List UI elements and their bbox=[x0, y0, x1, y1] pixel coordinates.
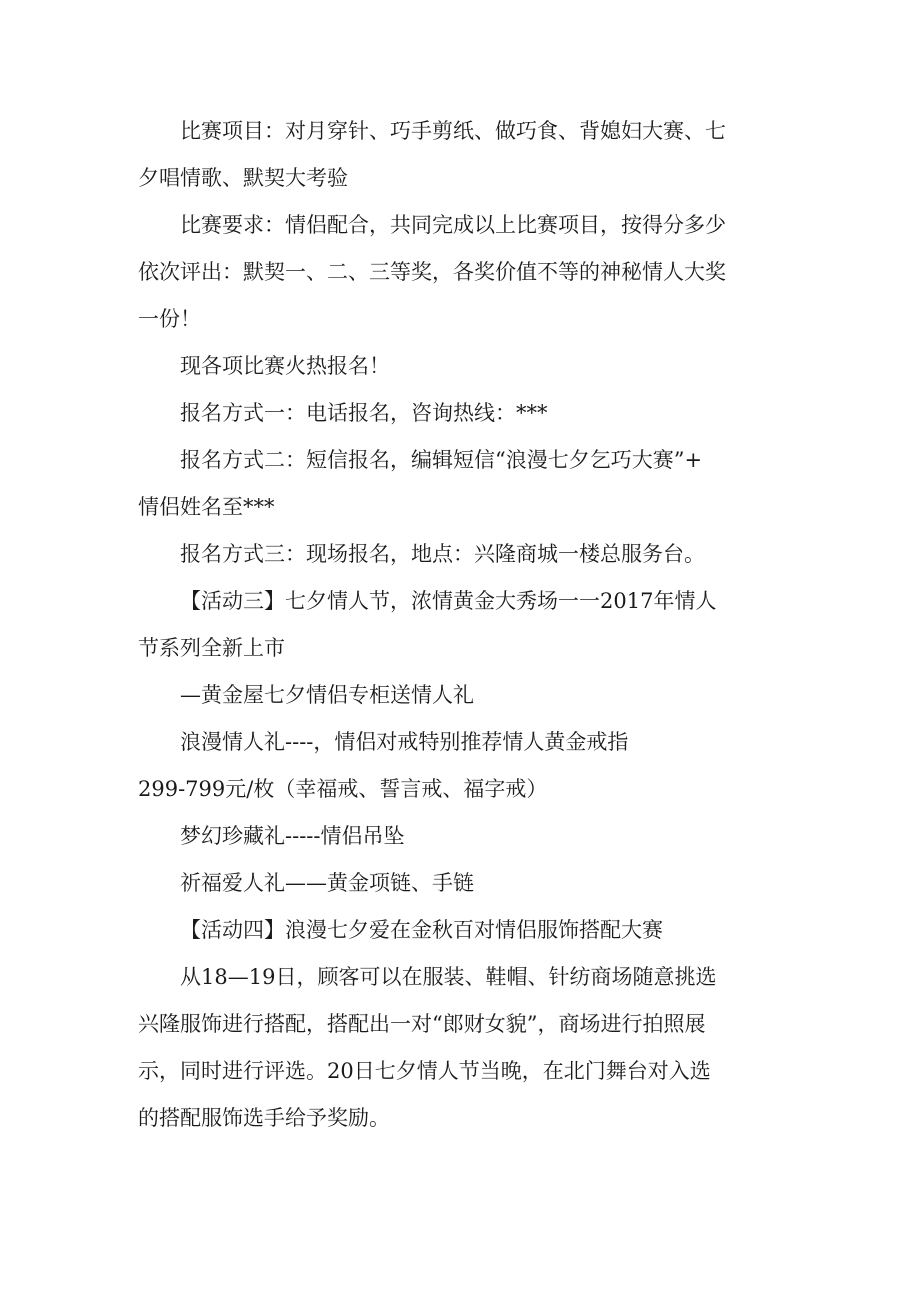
text-line: 一份！ bbox=[138, 307, 201, 331]
text-line: 报名方式二：短信报名，编辑短信“浪漫七夕乞巧大赛”+ bbox=[180, 448, 703, 472]
text-line: 祈福爱人礼——黄金项链、手链 bbox=[180, 871, 474, 895]
document-body bbox=[138, 108, 788, 1142]
text-line: 夕唱情歌、默契大考验 bbox=[138, 166, 348, 190]
paragraph-activity-four-detail bbox=[138, 954, 788, 1142]
paragraph-gold-house bbox=[138, 672, 788, 719]
text-line: 浪漫情人礼----，情侣对戒特别推荐情人黄金戒指 bbox=[180, 730, 629, 754]
text-line: 比赛要求：情侣配合，共同完成以上比赛项目，按得分多少 bbox=[180, 213, 726, 237]
text-line: 节系列全新上市 bbox=[138, 636, 285, 660]
paragraph-registration-open bbox=[138, 343, 788, 390]
paragraph-activity-four bbox=[138, 907, 788, 954]
paragraph-activity-three bbox=[138, 578, 788, 672]
text-line: 现各项比赛火热报名！ bbox=[180, 354, 390, 378]
text-line: —黄金屋七夕情侣专柜送情人礼 bbox=[180, 683, 474, 707]
paragraph-contest-items bbox=[138, 108, 788, 202]
text-line: 从18—19日，顾客可以在服装、鞋帽、针纺商场随意挑选 bbox=[180, 965, 717, 989]
paragraph-romantic-gift bbox=[138, 719, 788, 813]
paragraph-blessing-gift bbox=[138, 860, 788, 907]
text-line: 【活动四】浪漫七夕爱在金秋百对情侣服饰搭配大赛 bbox=[180, 918, 663, 942]
text-line: 兴隆服饰进行搭配，搭配出一对“郎财女貌”，商场进行拍照展 bbox=[138, 1012, 706, 1036]
text-line: 299-799元/枚（幸福戒、誓言戒、福字戒） bbox=[138, 777, 548, 801]
text-line: 示，同时进行评选。20日七夕情人节当晚，在北门舞台对入选 bbox=[138, 1059, 711, 1083]
text-line: 梦幻珍藏礼-----情侣吊坠 bbox=[180, 824, 405, 848]
text-line: 的搭配服饰选手给予奖励。 bbox=[138, 1106, 390, 1130]
paragraph-dream-gift bbox=[138, 813, 788, 860]
text-line: 报名方式一：电话报名，咨询热线：*** bbox=[180, 401, 548, 425]
paragraph-registration-method-3 bbox=[138, 531, 788, 578]
text-line: 【活动三】七夕情人节，浓情黄金大秀场一一2017年情人 bbox=[180, 589, 717, 613]
text-line: 比赛项目：对月穿针、巧手剪纸、做巧食、背媳妇大赛、七 bbox=[180, 119, 726, 143]
text-line: 报名方式三：现场报名，地点：兴隆商城一楼总服务台。 bbox=[180, 542, 705, 566]
text-line: 依次评出：默契一、二、三等奖，各奖价值不等的神秘情人大奖 bbox=[138, 260, 726, 284]
paragraph-registration-method-1 bbox=[138, 390, 788, 437]
paragraph-registration-method-2 bbox=[138, 437, 788, 531]
paragraph-contest-requirements bbox=[138, 202, 788, 343]
text-line: 情侣姓名至*** bbox=[138, 495, 275, 519]
